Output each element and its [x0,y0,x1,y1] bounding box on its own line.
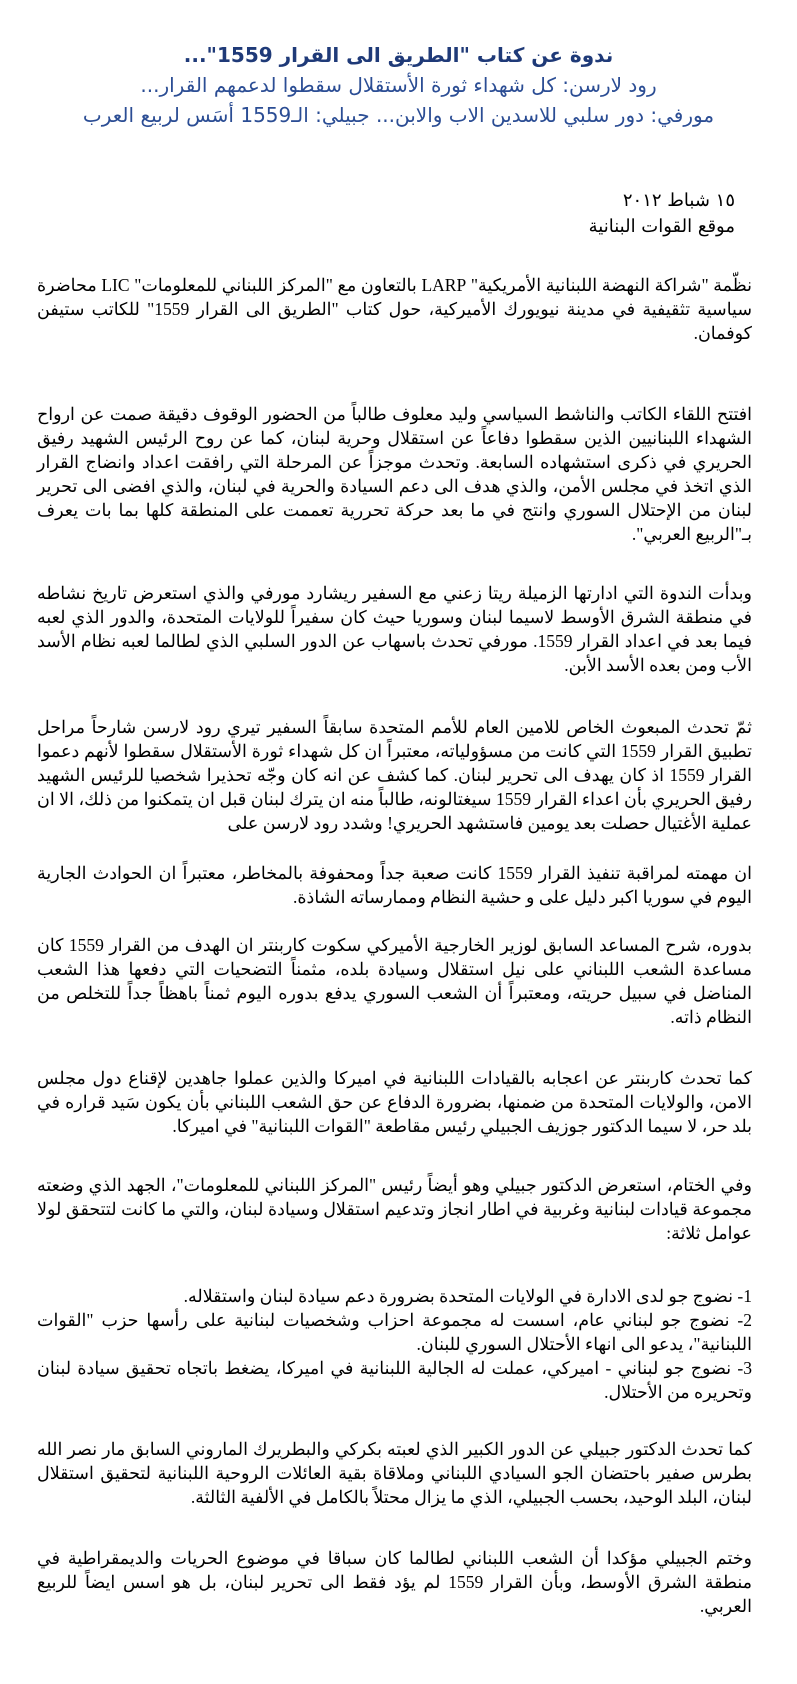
paragraph: وختم الجبيلي مؤكدا أن الشعب اللبناني لطالما كان سباقا في موضوع الحريات والديمقراطية في منطقة الشرق الأوسط، وبأن القرار 1559 لم يؤد فقط الى تحرير لبنان، بل هو اسس ايضاً للربيع العربي. [37,1548,752,1616]
paragraph: كما تحدث كاربنتر عن اعجابه بالقيادات اللبنانية في اميركا والذين عملوا جاهدين لإقناع دول مجلس الامن، والولايات المتحدة من ضمنها، بضرورة الدفاع عن حق الشعب اللبناني بأن يكون سَيد قراره في بلد حر، لا سيما الدكتور جوزيف الجبيلي رئيس مقاطعة "القوات اللبنانية" في اميركا. [37,1068,752,1136]
paragraph-murphy [37,581,752,677]
paragraph-opening [37,402,752,546]
paragraph: كما تحدث الدكتور جبيلي عن الدور الكبير الذي لعبته بكركي والبطريرك الماروني السابق مار نصر الله بطرس صفير باحتضان الجو السيادي اللبناني وملاقاة بقية العائلات الروحية اللبنانية لتحقيق استقلال لبنان، البلد الوحيد، بحسب الجبيلي، الذي ما يزال محتلاً بالكامل في الألفية الثالثة. [37,1439,752,1507]
paragraph-jbeily [37,1173,752,1245]
paragraph: بدوره، شرح المساعد السابق لوزير الخارجية الأميركي سكوت كاربنتر ان الهدف من القرار 1559 كان مساعدة الشعب اللبناني على نيل استقلال وسيادة بلده، مثمناً التضحيات التي دفعها هذا الشعب المناضل في سبيل حريته، ومعتبراً أن الشعب السوري يدفع بدوره اليوم ثمناً باهظاً جداً للتخلص من النظام ذاته. [37,935,753,1027]
factor-item: 2- نضوج جو لبناني عام، اسست له مجموعة احزاب وشخصيات لبنانية على رأسها حزب "القوات اللبنانية"، يدعو الى انهاء الأحتلال السوري للبنان. [37,1310,752,1354]
article-title: ندوة عن كتاب "الطريق الى القرار 1559"... [183,43,614,67]
factors-list [37,1284,752,1404]
paragraph-conclusion [37,1546,752,1618]
paragraph-carpenter [37,933,752,1029]
article-subtitle-murphy-jbeily: مورفي: دور سلبي للاسدين الاب والابن... جبيلي: الـ1559 أسَس لربيع العرب [82,103,715,127]
paragraph-carpenter-praise [37,1066,752,1138]
article-header [0,40,797,130]
factor-item: 3- نضوج جو لبناني - اميركي، عملت له الجالية اللبنانية في اميركا، يضغط باتجاه تحقيق سيادة لبنان وتحريره من الأحتلال. [37,1358,752,1402]
paragraph-larsen [37,715,752,835]
paragraph: وفي الختام، استعرض الدكتور جبيلي وهو أيضاً رئيس "المركز اللبناني للمعلومات"، الجهد الذي وضعته مجموعة قيادات لبنانية وغربية في اطار انجاز وتدعيم استقلال وسيادة لبنان، والتي ما كانت لتتحقق لولا عوامل ثلاثة: [37,1175,752,1243]
paragraph: ثمّ تحدث المبعوث الخاص للامين العام للأمم المتحدة سابقاً السفير تيري رود لارسن شارحاً مراحل تطبيق القرار 1559 التي كانت من مسؤولياته، معتبراً ان كل شهداء ثورة الأستقلال سقطوا لأنهم دعموا القرار 1559 اذ كان يهدف الى تحرير لبنان. كما كشف عن انه كان وجّه تحذيرا شخصيا للرئيس الشهيد رفيق الحريري بأن اعداء القرار 1559 سيغتالونه، طالباً منه ان يترك لبنان قبل ان يتمكنوا من ذلك، الا ان عملية الأغتيال حصلت بعد يومين فاستشهد الحريري! وشدد رود لارسن على [37,717,752,833]
paragraph: ان مهمته لمراقبة تنفيذ القرار 1559 كانت صعبة جداً ومحفوفة بالمخاطر، معتبراً ان الحوادث الجارية اليوم في سوريا اكبر دليل على و حشية النظام وممارساته الشاذة. [37,863,753,907]
paragraph: افتتح اللقاء الكاتب والناشط السياسي وليد معلوف طالباً من الحضور الوقوف دقيقة صمت عن ارواح الشهداء اللبنانيين الذين سقطوا دفاعاً عن استقلال وحرية لبنان، كما عن روح الرئيس الشهيد رفيق الحريري في ذكرى استشهاده السابعة. وتحدث موجزاً عن المرحلة التي رافقت اعداد وانضاج القرار الذي اتخذ في مجلس الأمن، والذي هدف الى دعم السيادة والحرية في لبنان، والذي افضى الى تحرير لبنان من الإحتلال السوري وانتج في ما بعد حركة تحررية تعممت على المنطقة كلها بما بات يعرف بـ"الربيع العربي". [37,404,752,544]
article-subtitle-larsen: رود لارسن: كل شهداء ثورة الأستقلال سقطوا لدعمهم القرار... [140,73,657,97]
factor-item: 1- نضوج جو لدى الادارة في الولايات المتحدة بضرورة دعم سيادة لبنان واستقلاله. [183,1286,752,1306]
paragraph-larsen-continued [37,861,752,909]
paragraph-intro [37,273,752,345]
paragraph-bkerke [37,1437,752,1509]
article-source: موقع القوات البنانية [588,216,735,237]
article-meta [589,188,735,240]
paragraph: نظّمة "شراكة النهضة اللبنانية الأمريكية" LARP بالتعاون مع "المركز اللبناني للمعلومات" LIC محاضرة سياسية تثقيفية في مدينة نيويورك الأميركية، حول كتاب "الطريق الى القرار 1559" للكاتب ستيفن كوفمان. [37,275,753,343]
article-date: ١٥ شباط ٢٠١٢ [622,190,735,211]
paragraph: وبدأت الندوة التي ادارتها الزميلة ريتا زعني مع السفير ريشارد مورفي والذي استعرض تاريخ نشاطه في منطقة الشرق الأوسط لاسيما لبنان وسوريا حيث كان سفيراً للولايات المتحدة، والدور الذي لعبه فيما بعد في اعداد القرار 1559. مورفي تحدث باسهاب عن الدور السلبي الذي لطالما لعبه نظام الأسد الأب ومن بعده الأسد الأبن. [37,583,752,675]
